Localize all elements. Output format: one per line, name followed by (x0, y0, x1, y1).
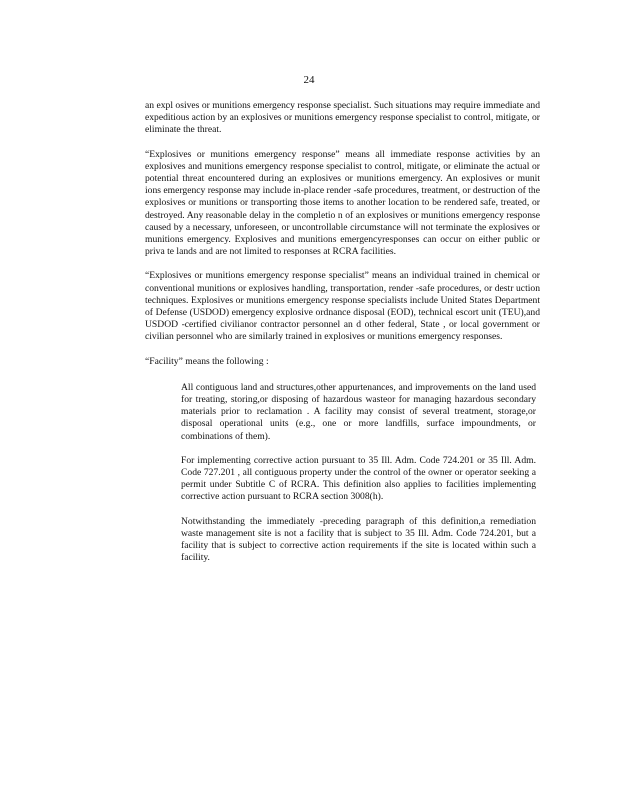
paragraph-specialist-definition: “Explosives or munitions emergency response specialist” means an individual trained in chemical or conventional munitions or explosives handling, transportation, render -safe procedures, or destr uction techniques. Explosives or munitions emergency response specialists include United States Department of Defense (USDOD) emergency explosive ordnance disposal (EOD), technical escort unit (TEU),and USDOD -certified civilianor contractor personnel an d other federal, State , or local government or civilian personnel who are similarly trained in explosives or munitions emergency responses. (145, 270, 540, 343)
facility-heading: “Facility” means the following : (145, 355, 269, 367)
facility-item-contiguous-land: All contiguous land and structures,other appurtenances, and improvements on the land used for treating, storing,or disposing of hazardous wasteor for managing hazardous secondary materials prior to reclamation . A facility may consist of several treatment, storage,or disposal operational units (e.g., one or more landfills, surface impoundments, or combinations of them). (181, 381, 536, 442)
facility-item-corrective-action: For implementing corrective action pursuant to 35 Ill. Adm. Code 724.201 or 35 Ill. Adm. Code 727.201 , all contiguous property under the control of the owner or operator seeking a permit under Subtitle C of RCRA. This definition also applies to facilities implementing corrective action pursuant to RCRA section 3008(h). (181, 454, 536, 503)
document-body (145, 100, 540, 577)
paragraph-specialist-continuation: an expl osives or munitions emergency response specialist. Such situations may require immediate and expeditious action by an explosives or munitions emergency response specialist to control, mitigate, or eliminate the threat. (145, 100, 540, 136)
facility-item-remediation-site: Notwithstanding the immediately -preceding paragraph of this definition,a remediation waste management site is not a facility that is subject to 35 Ill. Adm. Code 724.201, but a facility that is subject to corrective action requirements if the site is located within such a facility. (181, 515, 536, 564)
paragraph-emergency-response-definition: “Explosives or munitions emergency response” means all immediate response activities by an explosives and munitions emergency response specialist to control, mitigate, or eliminate the actual or potential threat encountered during an explosives or munitions emergency. An explosives or munit ions emergency response may include in-place render -safe procedures, treatment, or destruction of the explosives or munitions or transporting those items to another location to be rendered safe, treated, or destroyed. Any reasonable delay in the completio n of an explosives or munitions emergency response caused by a necessary, unforeseen, or uncontrollable circumstance will not terminate the explosives or munitions emergency. Explosives and munitions emergencyresponses can occur on either public or priva te lands and are not limited to responses at RCRA facilities. (145, 148, 540, 258)
page-number: 24 (303, 74, 315, 86)
